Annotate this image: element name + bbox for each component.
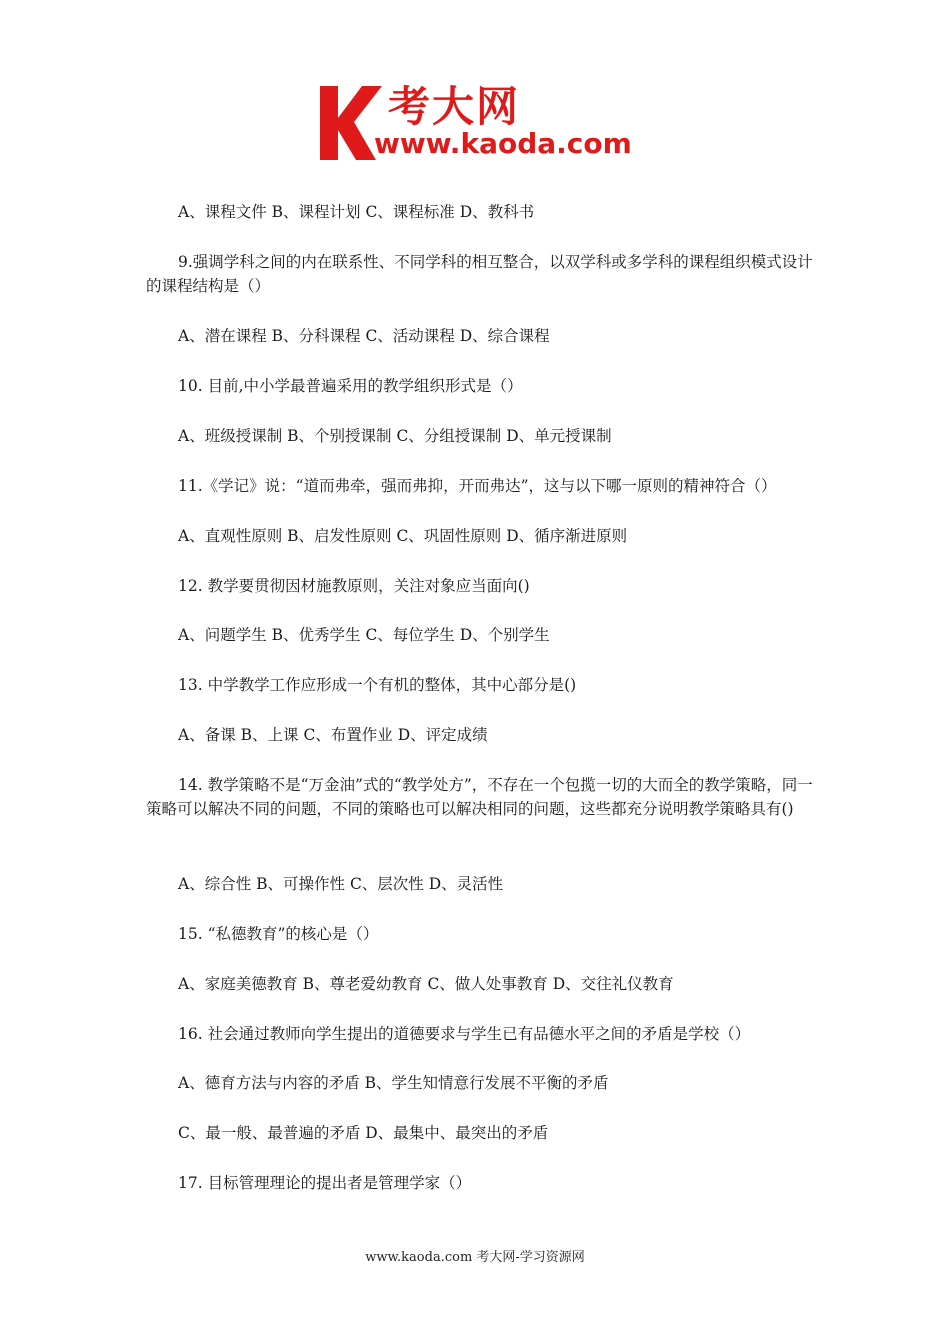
kaoda-logo [316,80,646,164]
logo-brand-text: 考大网 [388,82,521,131]
question-14: 14. 教学策略不是“万金油”式的“教学处方”，不存在一个包揽一切的大而全的教学策略，同一策略可以解决不同的问题，不同的策略也可以解决相同的问题，这些都充分说明教学策略具有() [146,776,813,818]
question-16: 16. 社会通过教师向学生提出的道德要求与学生已有品德水平之间的矛盾是学校（） [178,1025,751,1043]
options-8: A、课程文件 B、课程计划 C、课程标准 D、教科书 [178,203,535,221]
page-footer: www.kaoda.com 考大网-学习资源网 [365,1250,585,1265]
logo-url-text: www.kaoda.com [374,127,632,160]
question-13: 13. 中学教学工作应形成一个有机的整体，其中心部分是() [178,676,577,694]
question-17: 17. 目标管理理论的提出者是管理学家（） [178,1174,472,1192]
options-16-ab: A、德育方法与内容的矛盾 B、学生知情意行发展不平衡的矛盾 [178,1074,609,1092]
options-14: A、综合性 B、可操作性 C、层次性 D、灵活性 [178,875,504,893]
question-9: 9.强调学科之间的内在联系性、不同学科的相互整合，以双学科或多学科的课程组织模式设计的课程结构是（） [146,253,813,295]
options-15: A、家庭美德教育 B、尊老爱幼教育 C、做人处事教育 D、交往礼仪教育 [178,975,674,993]
options-13: A、备课 B、上课 C、布置作业 D、评定成绩 [178,726,488,744]
question-12: 12. 教学要贯彻因材施教原则，关注对象应当面向() [178,577,530,595]
options-9: A、潜在课程 B、分科课程 C、活动课程 D、综合课程 [178,327,550,345]
options-10: A、班级授课制 B、个别授课制 C、分组授课制 D、单元授课制 [178,427,612,445]
question-10: 10. 目前,中小学最普遍采用的教学组织形式是（） [178,377,523,395]
options-12: A、问题学生 B、优秀学生 C、每位学生 D、个别学生 [178,626,550,644]
question-11: 11.《学记》说：“道而弗牵，强而弗抑，开而弗达”，这与以下哪一原则的精神符合（） [178,477,777,495]
options-11: A、直观性原则 B、启发性原则 C、巩固性原则 D、循序渐进原则 [178,527,628,545]
question-15: 15. “私德教育”的核心是（） [178,925,379,943]
options-16-cd: C、最一般、最普遍的矛盾 D、最集中、最突出的矛盾 [178,1124,549,1142]
